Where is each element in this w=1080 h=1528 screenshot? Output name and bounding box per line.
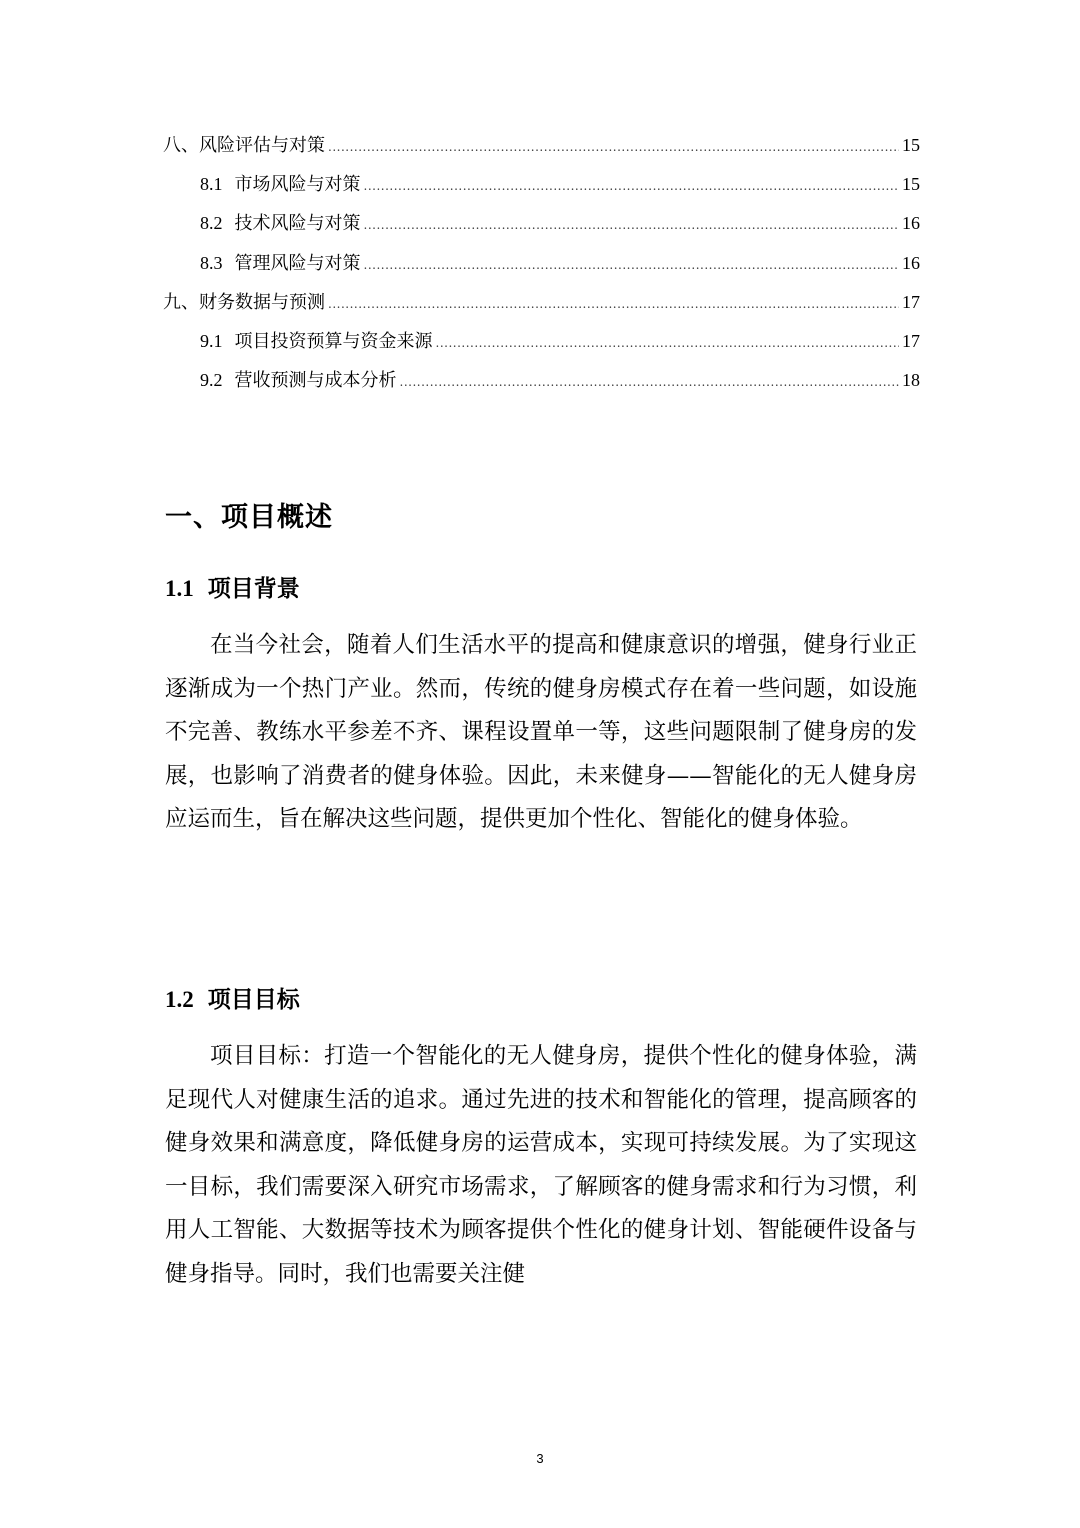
page-number: 3 (536, 1451, 544, 1466)
toc-entry-number: 8.3 (200, 252, 223, 273)
toc-entry-label: 项目投资预算与资金来源 (234, 330, 433, 352)
toc-entry-page: 15 (902, 135, 920, 155)
toc-entry[interactable] (163, 366, 920, 405)
toc-entry-page: 17 (902, 291, 920, 312)
toc-leader-dots (364, 251, 900, 279)
toc-leader-dots (436, 329, 900, 357)
toc-entry-label: 营收预测与成本分析 (234, 370, 397, 392)
toc-leader-dots (328, 290, 899, 318)
toc-entry-page: 15 (902, 174, 920, 195)
toc-entry-number: 9.1 (200, 330, 223, 351)
subsection-title: 项目背景 (207, 575, 300, 602)
toc-leader-dots (364, 172, 900, 200)
toc-entry[interactable] (163, 170, 920, 209)
toc-entry[interactable] (163, 131, 920, 170)
background-paragraph: 在当今社会，随着人们生活水平的提高和健康意识的增强，健身行业正逐渐成为一个热门产业。然而，传统的健身房模式存在着一些问题，如设施不完善、教练水平参差不齐、课程设置单一等，这些问题限制了健身房的发展，也影响了消费者的健身体验。因此，未来健身——智能化的无人健身房应运而生，旨在解决这些问题，提供更加个性化、智能化的健身体验。 (165, 632, 917, 832)
toc-entry-label: 市场风险与对策 (234, 174, 361, 196)
toc-entry-label: 管理风险与对策 (234, 252, 361, 274)
toc-entry[interactable] (163, 288, 920, 327)
toc-entry[interactable] (163, 209, 920, 248)
toc-entry-page: 16 (902, 252, 920, 273)
toc-entry-page: 16 (902, 213, 920, 234)
toc-entry[interactable] (163, 249, 920, 288)
goal-paragraph: 项目目标：打造一个智能化的无人健身房，提供个性化的健身体验，满足现代人对健康生活的追求。通过先进的技术和智能化的管理，提高顾客的健身效果和满意度，降低健身房的运营成本，实现可持续发展。为了实现这一目标，我们需要深入研究市场需求，了解顾客的健身需求和行为习惯，利用人工智能、大数据等技术为顾客提供个性化的健身计划、智能硬件设备与健身指导。同时，我们也需要关注健 (165, 1043, 917, 1287)
toc-entry[interactable] (163, 327, 920, 366)
toc-leader-dots (328, 133, 899, 161)
subsection-number: 1.1 (165, 576, 194, 601)
subsection-heading-goal (165, 983, 300, 1017)
toc-leader-dots (400, 368, 900, 396)
toc-entry-number: 9.2 (200, 370, 223, 391)
toc-entry-label: 八、风险评估与对策 (163, 135, 325, 156)
section-heading: 一、项目概述 (165, 502, 333, 533)
toc-leader-dots (364, 211, 900, 239)
toc-entry-label: 技术风险与对策 (234, 213, 361, 235)
subsection-title: 项目目标 (207, 986, 300, 1013)
toc-entry-page: 18 (902, 370, 920, 391)
toc-entry-number: 8.1 (200, 174, 223, 195)
toc-entry-label: 九、财务数据与预测 (163, 291, 325, 313)
table-of-contents (163, 131, 920, 405)
subsection-number: 1.2 (165, 987, 194, 1012)
toc-entry-page: 17 (902, 330, 920, 351)
toc-entry-number: 8.2 (200, 213, 223, 234)
subsection-heading-background (165, 572, 300, 606)
